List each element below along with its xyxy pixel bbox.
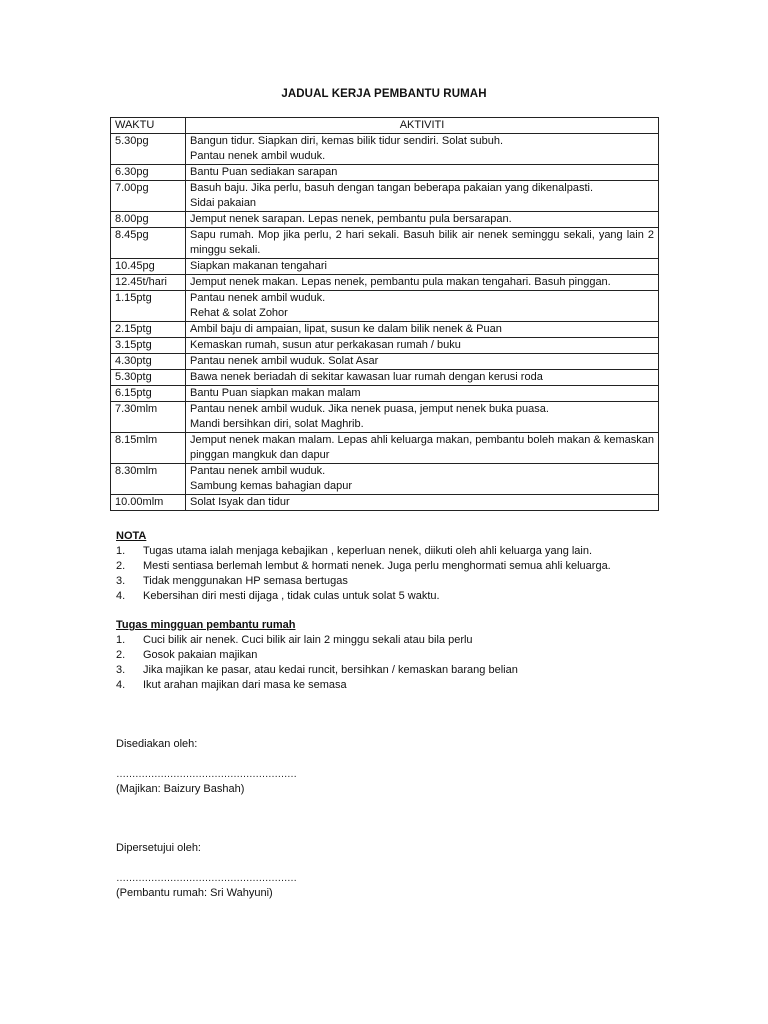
agreed-signature-line: ………………………………………………… [116,873,297,884]
activity-line: Pantau nenek ambil wuduk. Solat Asar [190,355,379,367]
prepared-by-label: Disediakan oleh: [116,738,198,750]
list-number: 1. [116,545,126,557]
activity-line: Sambung kemas bahagian dapur [190,480,353,492]
activity-cell [186,291,659,322]
prepared-by-name: (Majikan: Baizury Bashah) [116,783,245,795]
activity-line: Jemput nenek sarapan. Lepas nenek, pembantu pula bersarapan. [190,213,512,225]
activity-line: Bantu Puan siapkan makan malam [190,387,361,399]
activity-line: Rehat & solat Zohor [190,307,288,319]
table-row [111,259,659,275]
prepared-signature-line: ………………………………………………… [116,769,297,780]
list-number: 2. [116,560,126,572]
table-row [111,165,659,181]
list-number: 2. [116,649,126,661]
activity-cell [186,181,659,212]
time-cell: 8.45pg [111,228,186,259]
time-cell: 10.00mlm [111,495,186,511]
activity-cell [186,402,659,433]
weekly-tasks-list [116,633,518,693]
activity-cell [186,464,659,495]
time-cell: 4.30ptg [111,354,186,370]
activity-cell [186,275,659,291]
activity-line: Jemput nenek makan malam. Lepas ahli keluarga makan, pembantu boleh makan & kemaskan pinggan mangkuk dan dapur [190,434,654,461]
table-row [111,402,659,433]
agreed-by-block [116,841,297,901]
activity-line: Mandi bersihkan diri, solat Maghrib. [190,418,364,430]
time-cell: 8.30mlm [111,464,186,495]
time-cell: 3.15ptg [111,338,186,354]
nota-section [116,529,611,604]
table-row [111,134,659,165]
table-row [111,322,659,338]
activity-cell [186,495,659,511]
list-number: 1. [116,634,126,646]
weekly-task-item [116,663,518,678]
activity-line: Pantau nenek ambil wuduk. Jika nenek puasa, jemput nenek buka puasa. [190,403,549,415]
table-row [111,212,659,228]
list-text: Cuci bilik air nenek. Cuci bilik air lain 2 minggu sekali atau bila perlu [143,634,473,646]
activity-line: Siapkan makanan tengahari [190,260,327,272]
activity-line: Bantu Puan sediakan sarapan [190,166,338,178]
weekly-tasks-section [116,618,518,693]
activity-line: Basuh baju. Jika perlu, basuh dengan tangan beberapa pakaian yang dikenalpasti. [190,182,594,194]
table-row [111,354,659,370]
table-row [111,495,659,511]
time-cell: 7.00pg [111,181,186,212]
list-text: Gosok pakaian majikan [143,649,258,661]
time-cell: 2.15ptg [111,322,186,338]
nota-item [116,559,611,574]
nota-heading: NOTA [116,530,147,542]
activity-line: Kemaskan rumah, susun atur perkakasan rumah / buku [190,339,461,351]
nota-list [116,544,611,604]
time-cell: 5.30ptg [111,370,186,386]
time-cell: 7.30mlm [111,402,186,433]
activity-cell [186,228,659,259]
activity-cell [186,165,659,181]
activity-cell [186,259,659,275]
table-row [111,386,659,402]
list-text: Kebersihan diri mesti dijaga , tidak culas untuk solat 5 waktu. [143,590,440,602]
document-title: JADUAL KERJA PEMBANTU RUMAH [281,88,487,100]
agreed-by-label: Dipersetujui oleh: [116,842,201,854]
nota-item [116,589,611,604]
weekly-task-item [116,678,518,693]
list-number: 4. [116,679,126,691]
activity-cell [186,370,659,386]
table-row [111,291,659,322]
list-number: 4. [116,590,126,602]
activity-cell [186,134,659,165]
list-number: 3. [116,664,126,676]
time-cell: 8.00pg [111,212,186,228]
weekly-task-item [116,648,518,663]
list-text: Tugas utama ialah menjaga kebajikan , keperluan nenek, diikuti oleh ahli keluarga yang lain. [143,545,593,557]
time-cell: 1.15ptg [111,291,186,322]
time-cell: 8.15mlm [111,433,186,464]
activity-cell [186,338,659,354]
activity-line: Pantau nenek ambil wuduk. [190,150,326,162]
activity-line: Jemput nenek makan. Lepas nenek, pembantu pula makan tengahari. Basuh pinggan. [190,276,611,288]
activity-line: Bangun tidur. Siapkan diri, kemas bilik tidur sendiri. Solat subuh. [190,135,504,147]
time-cell: 6.30pg [111,165,186,181]
agreed-by-name: (Pembantu rumah: Sri Wahyuni) [116,887,273,899]
activity-line: Ambil baju di ampaian, lipat, susun ke dalam bilik nenek & Puan [190,323,502,335]
table-row [111,338,659,354]
list-text: Ikut arahan majikan dari masa ke semasa [143,679,347,691]
time-cell: 10.45pg [111,259,186,275]
time-cell: 5.30pg [111,134,186,165]
time-cell: 12.45t/hari [111,275,186,291]
table-row [111,433,659,464]
header-waktu: WAKTU [111,118,186,134]
list-number: 3. [116,575,126,587]
time-cell: 6.15ptg [111,386,186,402]
activity-cell [186,386,659,402]
activity-line: Solat Isyak dan tidur [190,496,290,508]
table-header-row [111,118,659,134]
activity-cell [186,322,659,338]
prepared-by-block [116,737,297,797]
weekly-task-item [116,633,518,648]
table-row [111,181,659,212]
table-row [111,370,659,386]
header-aktiviti: AKTIVITI [186,118,659,134]
schedule-body [111,134,659,511]
activity-line: Sidai pakaian [190,197,257,209]
list-text: Jika majikan ke pasar, atau kedai runcit, bersihkan / kemaskan barang belian [143,664,518,676]
activity-line: Bawa nenek beriadah di sekitar kawasan luar rumah dengan kerusi roda [190,371,543,383]
list-text: Tidak menggunakan HP semasa bertugas [143,575,348,587]
weekly-tasks-heading: Tugas mingguan pembantu rumah [116,619,296,631]
activity-line: Pantau nenek ambil wuduk. [190,292,326,304]
table-row [111,228,659,259]
list-text: Mesti sentiasa berlemah lembut & hormati nenek. Juga perlu menghormati semua ahli keluarga. [143,560,611,572]
nota-item [116,574,611,589]
activity-line: Sapu rumah. Mop jika perlu, 2 hari sekali. Basuh bilik air nenek seminggu sekali, yang lain 2 minggu sekali. [190,229,654,256]
table-row [111,275,659,291]
activity-cell [186,354,659,370]
activity-cell [186,433,659,464]
table-row [111,464,659,495]
activity-line: Pantau nenek ambil wuduk. [190,465,326,477]
activity-cell [186,212,659,228]
nota-item [116,544,611,559]
schedule-table [110,117,659,511]
